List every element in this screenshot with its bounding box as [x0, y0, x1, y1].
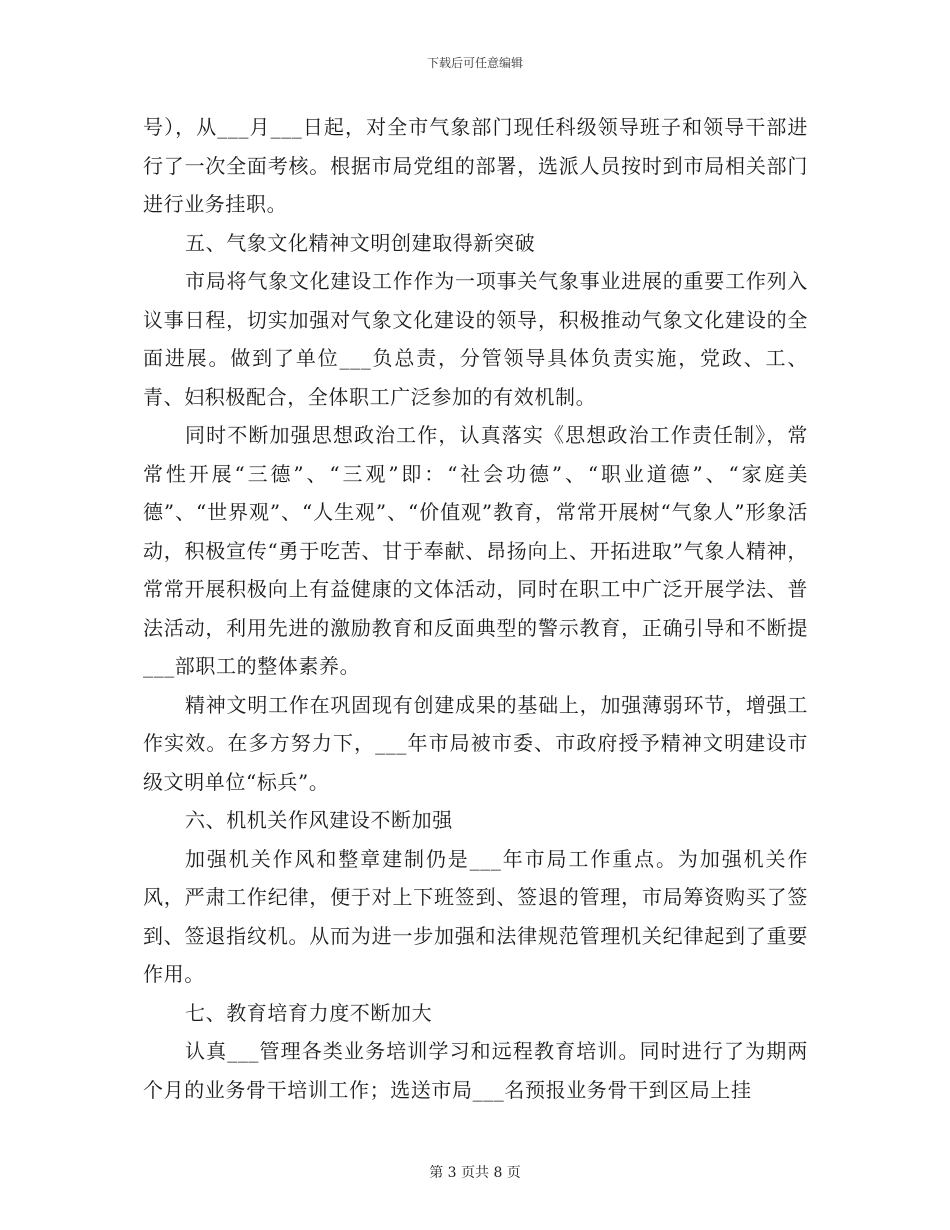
document-body — [143, 108, 808, 1109]
section-heading-5: 五、气象文化精神文明创建取得新突破 — [185, 230, 536, 255]
section-heading-7: 七、教育培育力度不断加大 — [185, 1000, 433, 1025]
paragraph-5: 加强机关作风和整章建制仍是___年市局工作重点。为加强机关作风，严肃工作纪律，便于对上下班签到、签退的管理，市局筹资购买了签到、签退指纹机。从而为进一步加强和法律规范管理机关纪律起到了重要作用。 — [143, 846, 808, 986]
paragraph-6: 认真___管理各类业务培训学习和远程教育培训。同时进行了为期两个月的业务骨干培训工作；选送市局___名预报业务骨干到区局上挂 — [143, 1039, 808, 1102]
paragraph-3: 同时不断加强思想政治工作，认真落实《思想政治工作责任制》，常常性开展“三德”、“三观”即：“社会功德”、“职业道德”、“家庭美德”、“世界观”、“人生观”、“价值观”教育，常常开展树“气象人”形象活动，积极宣传“勇于吃苦、甘于奉献、昂扬向上、开拓进取”气象人精神，常常开展积极向上有益健康的文体活动，同时在职工中广泛开展学法、普法活动，利用先进的激励教育和反面典型的警示教育，正确引导和不断提___部职工的整体素养。 — [143, 423, 808, 678]
page-number: 第 3 页共 8 页 — [429, 1165, 521, 1181]
section-heading-6: 六、机机关作风建设不断加强 — [185, 808, 453, 832]
page-header: 下载后可任意编辑 — [426, 56, 523, 70]
paragraph-2: 市局将气象文化建设工作作为一项事关气象事业进展的重要工作列入议事日程，切实加强对气象文化建设的领导，积极推动气象文化建设的全面进展。做到了单位___负总责，分管领导具体负责实施，党政、工、青、妇积极配合，全体职工广泛参加的有效机制。 — [143, 269, 808, 409]
paragraph-4: 精神文明工作在巩固现有创建成果的基础上，加强薄弱环节，增强工作实效。在多方努力下，___年市局被市委、市政府授予精神文明建设市级文明单位“标兵”。 — [143, 692, 808, 794]
paragraph-1: 号），从___月___日起，对全市气象部门现任科级领导班子和领导干部进行了一次全面考核。根据市局党组的部署，选派人员按时到市局相关部门进行业务挂职。 — [143, 115, 808, 216]
